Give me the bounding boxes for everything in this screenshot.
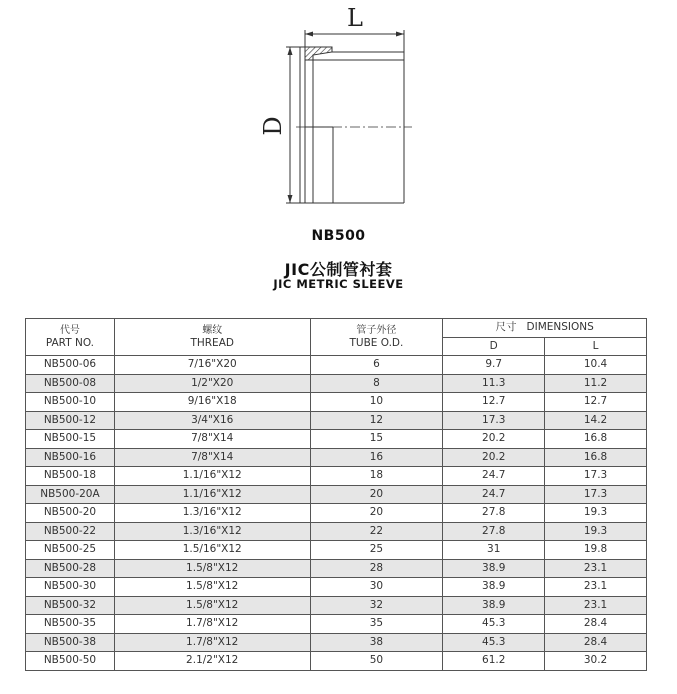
cell-l: 19.3 [545,522,647,541]
header-thread [114,319,310,356]
header-part-en: PART NO. [45,337,95,349]
cell-thread: 9/16"X18 [114,393,310,412]
cell-tube-od: 28 [310,559,443,578]
dim-l-label: L [347,4,363,32]
cell-tube-od: 35 [310,615,443,634]
header-tube-en: TUBE O.D. [349,337,404,349]
cell-l: 19.3 [545,504,647,523]
cell-l: 12.7 [545,393,647,412]
cell-d: 61.2 [443,652,545,671]
cell-d: 45.3 [443,633,545,652]
table-row [26,559,647,578]
header-dim-en: DIMENSIONS [526,321,594,334]
cell-thread: 1.5/8"X12 [114,559,310,578]
header-dim-cn: 尺寸 [495,321,517,334]
cell-thread: 1.3/16"X12 [114,504,310,523]
dimension-d [259,47,304,203]
cell-part-no: NB500-10 [26,393,115,412]
cell-part-no: NB500-20A [26,485,115,504]
sleeve-drawing [0,0,677,215]
cell-part-no: NB500-22 [26,522,115,541]
cell-tube-od: 12 [310,411,443,430]
cell-d: 12.7 [443,393,545,412]
cell-tube-od: 25 [310,541,443,560]
cell-thread: 1.7/8"X12 [114,633,310,652]
cell-part-no: NB500-32 [26,596,115,615]
table-row [26,652,647,671]
title-chinese: JIC公制管衬套 [284,260,393,279]
cell-tube-od: 30 [310,578,443,597]
header-dimensions [443,319,647,338]
table-row [26,393,647,412]
sleeve-outline [300,47,404,203]
header-l: L [545,337,647,356]
header-tube-cn: 管子外径 [356,325,397,336]
table-row [26,578,647,597]
cell-d: 38.9 [443,559,545,578]
cell-part-no: NB500-12 [26,411,115,430]
table-row [26,356,647,375]
cell-thread: 1.1/16"X12 [114,467,310,486]
cell-l: 11.2 [545,374,647,393]
cell-d: 9.7 [443,356,545,375]
cell-part-no: NB500-06 [26,356,115,375]
table-row [26,467,647,486]
table-row [26,522,647,541]
cell-part-no: NB500-38 [26,633,115,652]
cell-part-no: NB500-15 [26,430,115,449]
cell-d: 38.9 [443,578,545,597]
title-english: JIC METRIC SLEEVE [273,277,404,291]
cell-l: 23.1 [545,578,647,597]
spec-table-body [26,356,647,671]
cell-l: 16.8 [545,448,647,467]
cell-part-no: NB500-20 [26,504,115,523]
cell-thread: 1.3/16"X12 [114,522,310,541]
cell-d: 27.8 [443,504,545,523]
cell-part-no: NB500-30 [26,578,115,597]
cell-l: 28.4 [545,633,647,652]
cell-tube-od: 18 [310,467,443,486]
header-part-no [26,319,115,356]
cell-d: 17.3 [443,411,545,430]
cell-tube-od: 15 [310,430,443,449]
cell-thread: 1.5/8"X12 [114,596,310,615]
cell-thread: 7/8"X14 [114,430,310,449]
cell-thread: 3/4"X16 [114,411,310,430]
cell-part-no: NB500-35 [26,615,115,634]
cell-l: 23.1 [545,596,647,615]
cell-l: 23.1 [545,559,647,578]
cell-tube-od: 50 [310,652,443,671]
table-row [26,633,647,652]
spec-table [25,318,647,671]
cell-thread: 1.5/16"X12 [114,541,310,560]
table-row [26,411,647,430]
cell-part-no: NB500-18 [26,467,115,486]
header-part-cn: 代号 [59,325,80,336]
cell-tube-od: 22 [310,522,443,541]
cell-thread: 7/8"X14 [114,448,310,467]
header-thread-cn: 螺纹 [202,325,223,336]
cell-tube-od: 20 [310,485,443,504]
cell-l: 16.8 [545,430,647,449]
table-row [26,374,647,393]
table-row [26,485,647,504]
cell-part-no: NB500-50 [26,652,115,671]
header-d: D [443,337,545,356]
header-thread-en: THREAD [190,337,234,349]
cell-thread: 2.1/2"X12 [114,652,310,671]
table-row [26,596,647,615]
cell-l: 10.4 [545,356,647,375]
table-row [26,448,647,467]
cell-d: 24.7 [443,467,545,486]
cell-d: 20.2 [443,430,545,449]
cell-part-no: NB500-08 [26,374,115,393]
cell-d: 11.3 [443,374,545,393]
cell-d: 45.3 [443,615,545,634]
cell-tube-od: 8 [310,374,443,393]
cell-thread: 1.1/16"X12 [114,485,310,504]
cell-l: 14.2 [545,411,647,430]
cell-thread: 1.7/8"X12 [114,615,310,634]
cell-d: 24.7 [443,485,545,504]
cell-l: 17.3 [545,467,647,486]
cell-part-no: NB500-28 [26,559,115,578]
cell-thread: 1.5/8"X12 [114,578,310,597]
cell-tube-od: 6 [310,356,443,375]
table-row [26,504,647,523]
table-row [26,430,647,449]
cell-d: 20.2 [443,448,545,467]
cell-tube-od: 20 [310,504,443,523]
cell-thread: 1/2"X20 [114,374,310,393]
table-row [26,615,647,634]
section-hatch [305,47,332,60]
cell-l: 19.8 [545,541,647,560]
cell-thread: 7/16"X20 [114,356,310,375]
table-row [26,541,647,560]
cell-part-no: NB500-16 [26,448,115,467]
cell-part-no: NB500-25 [26,541,115,560]
cell-tube-od: 10 [310,393,443,412]
cell-l: 17.3 [545,485,647,504]
cell-l: 28.4 [545,615,647,634]
dim-d-label: D [259,116,287,136]
cell-d: 27.8 [443,522,545,541]
header-tube-od [310,319,443,356]
cell-tube-od: 32 [310,596,443,615]
cell-tube-od: 16 [310,448,443,467]
cell-d: 31 [443,541,545,560]
cell-d: 38.9 [443,596,545,615]
cell-l: 30.2 [545,652,647,671]
model-number: NB500 [311,228,366,244]
cell-tube-od: 38 [310,633,443,652]
